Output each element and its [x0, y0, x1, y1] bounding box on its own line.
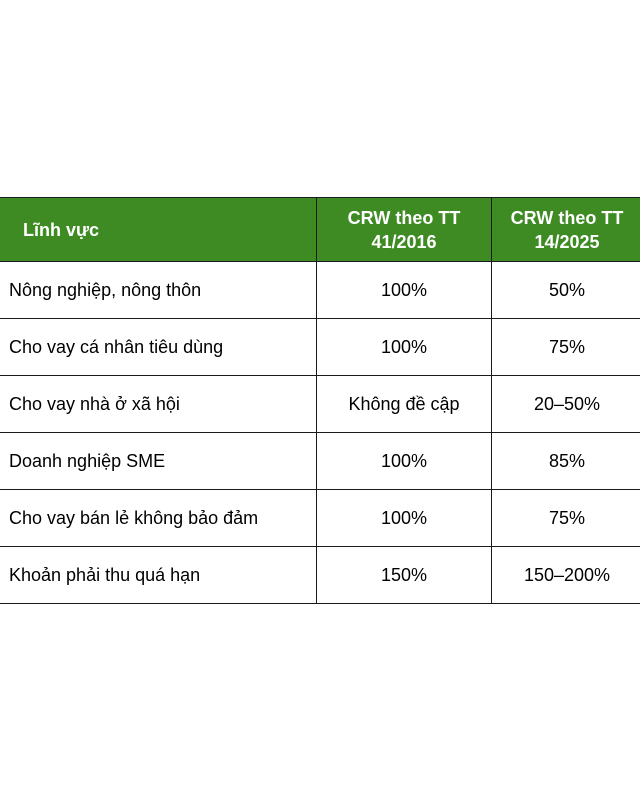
header-crw-tt14: CRW theo TT 14/2025: [492, 198, 640, 262]
table-row: [0, 319, 640, 376]
table-header: [0, 198, 640, 262]
cell-crw-tt14: 50%: [492, 262, 640, 319]
table-row: [0, 262, 640, 319]
cell-crw-tt41: 100%: [317, 490, 492, 547]
cell-sector: Doanh nghiệp SME: [0, 433, 317, 490]
table-row: [0, 547, 640, 604]
cell-crw-tt41: 100%: [317, 433, 492, 490]
cell-crw-tt41: 100%: [317, 319, 492, 376]
risk-weight-table: [0, 197, 640, 604]
header-sector: Lĩnh vực: [0, 198, 317, 262]
cell-sector: Cho vay cá nhân tiêu dùng: [0, 319, 317, 376]
table-row: [0, 376, 640, 433]
cell-crw-tt14: 20–50%: [492, 376, 640, 433]
cell-sector: Cho vay nhà ở xã hội: [0, 376, 317, 433]
cell-crw-tt14: 75%: [492, 490, 640, 547]
cell-sector: Cho vay bán lẻ không bảo đảm: [0, 490, 317, 547]
cell-sector: Nông nghiệp, nông thôn: [0, 262, 317, 319]
cell-crw-tt14: 75%: [492, 319, 640, 376]
cell-crw-tt41: 150%: [317, 547, 492, 604]
cell-sector: Khoản phải thu quá hạn: [0, 547, 317, 604]
table-row: [0, 490, 640, 547]
header-row: [0, 198, 640, 262]
table-body: [0, 262, 640, 604]
header-crw-tt41: CRW theo TT 41/2016: [317, 198, 492, 262]
cell-crw-tt41: Không đề cập: [317, 376, 492, 433]
cell-crw-tt14: 85%: [492, 433, 640, 490]
cell-crw-tt14: 150–200%: [492, 547, 640, 604]
table-row: [0, 433, 640, 490]
cell-crw-tt41: 100%: [317, 262, 492, 319]
